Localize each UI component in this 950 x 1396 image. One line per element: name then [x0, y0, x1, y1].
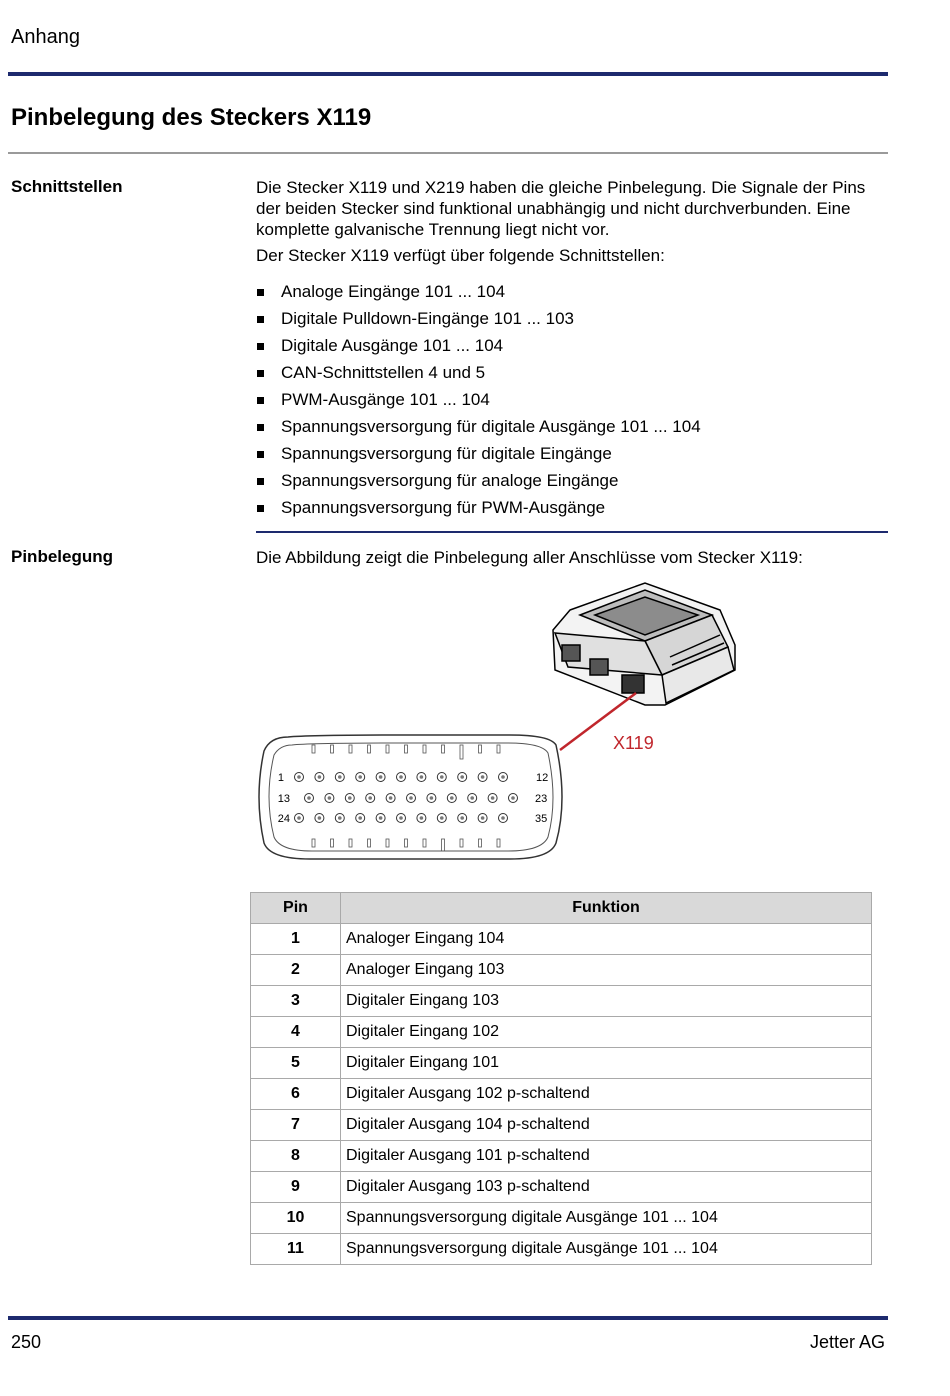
column-header-function: Funktion: [341, 893, 872, 924]
pin-socket: [437, 814, 446, 823]
pin-socket: [335, 773, 344, 782]
page-title: Pinbelegung des Steckers X119: [11, 104, 372, 131]
pin-socket: [376, 773, 385, 782]
connector-figure: [250, 575, 750, 870]
pin-socket: [509, 794, 518, 803]
pin-table: [250, 892, 872, 1265]
pin-socket: [417, 814, 426, 823]
pinout-caption: Die Abbildung zeigt die Pinbelegung aller Anschlüsse vom Stecker X119:: [256, 548, 803, 567]
company-name: Jetter AG: [809, 1332, 885, 1352]
pin-socket: [305, 794, 314, 803]
pin-function: Digitaler Eingang 103: [341, 986, 872, 1017]
connector-key: [442, 745, 445, 753]
pin-label-1: 1: [277, 772, 284, 784]
pin-number: 10: [251, 1203, 341, 1234]
interfaces-lead: Der Stecker X119 verfügt über folgende Schnittstellen:: [256, 246, 665, 265]
table-row: [251, 1172, 872, 1203]
pin-socket: [295, 814, 304, 823]
connector-key: [312, 745, 315, 753]
connector-pins: [295, 773, 518, 823]
pin-socket: [458, 814, 467, 823]
connector-key: [423, 745, 426, 753]
connector-key: [405, 745, 408, 753]
list-item: [256, 389, 701, 416]
connector-key: [479, 745, 482, 753]
list-item-text: Digitale Ausgänge 101 ... 104: [281, 336, 504, 355]
section-rule: [256, 531, 888, 533]
pin-socket: [468, 794, 477, 803]
connector-key: [368, 839, 371, 847]
pin-function: Digitaler Eingang 102: [341, 1017, 872, 1048]
pin-socket: [376, 814, 385, 823]
pin-socket: [325, 794, 334, 803]
connector-key: [405, 839, 408, 847]
pin-function: Spannungsversorgung digitale Ausgänge 101 ... 104: [341, 1203, 872, 1234]
pin-label-24: 24: [277, 813, 290, 825]
list-item: [256, 362, 701, 389]
interfaces-intro: Die Stecker X119 und X219 haben die gleiche Pinbelegung. Die Signale der Pins der beiden Stecker sind funktional unabhängig und nicht durchverbunden. Eine komplette galvanische Trennung liegt nicht vor.: [256, 178, 866, 239]
running-header: Anhang: [11, 26, 80, 48]
pin-function: Analoger Eingang 104: [341, 924, 872, 955]
bullet-icon: [257, 505, 264, 512]
connector-key: [386, 839, 389, 847]
pin-socket: [478, 814, 487, 823]
connector-key: [460, 745, 463, 759]
section-label-interfaces: Schnittstellen: [11, 177, 123, 196]
pin-socket: [488, 794, 497, 803]
list-item: [256, 416, 701, 443]
footer-rule: [8, 1316, 888, 1320]
table-row: [251, 986, 872, 1017]
pin-number: 8: [251, 1141, 341, 1172]
title-rule: [8, 152, 888, 154]
connector-key: [460, 839, 463, 847]
table-row: [251, 1048, 872, 1079]
pin-label-13: 13: [277, 793, 290, 805]
bullet-icon: [257, 424, 264, 431]
pin-socket: [499, 814, 508, 823]
page-number: 250: [11, 1332, 42, 1352]
pin-socket: [386, 794, 395, 803]
connector-key: [368, 745, 371, 753]
pin-function: Spannungsversorgung digitale Ausgänge 101 ... 104: [341, 1234, 872, 1265]
list-item-text: Spannungsversorgung für digitale Eingänge: [281, 444, 612, 463]
list-item-text: Analoge Eingänge 101 ... 104: [281, 282, 506, 301]
header-rule: [8, 72, 888, 76]
pin-number: 11: [251, 1234, 341, 1265]
list-item-text: Spannungsversorgung für digitale Ausgänge 101 ... 104: [281, 417, 701, 436]
section-label-pinout: Pinbelegung: [11, 547, 113, 566]
pin-label-23: 23: [535, 793, 548, 805]
pin-socket: [458, 773, 467, 782]
pin-number: 3: [251, 986, 341, 1017]
pin-function: Digitaler Ausgang 102 p-schaltend: [341, 1079, 872, 1110]
pin-socket: [427, 794, 436, 803]
table-row: [251, 1141, 872, 1172]
table-row: [251, 1203, 872, 1234]
pin-socket: [407, 794, 416, 803]
list-item: [256, 497, 701, 524]
list-item-text: Spannungsversorgung für analoge Eingänge: [281, 471, 619, 490]
pin-socket: [295, 773, 304, 782]
list-item-text: CAN-Schnittstellen 4 und 5: [281, 363, 486, 382]
column-header-pin: Pin: [251, 893, 341, 924]
pin-number: 4: [251, 1017, 341, 1048]
bullet-icon: [257, 397, 264, 404]
pin-socket: [356, 814, 365, 823]
pin-number: 1: [251, 924, 341, 955]
controller-module-icon: [553, 583, 735, 705]
list-item-text: Spannungsversorgung für PWM-Ausgänge: [281, 498, 606, 517]
bullet-icon: [257, 343, 264, 350]
pin-socket: [345, 794, 354, 803]
table-row: [251, 924, 872, 955]
pin-socket: [315, 814, 324, 823]
bullet-icon: [257, 316, 264, 323]
list-item: [256, 335, 701, 362]
bullet-icon: [257, 370, 264, 377]
pin-number: 6: [251, 1079, 341, 1110]
pin-label-35: 35: [535, 813, 548, 825]
pin-socket: [397, 773, 406, 782]
connector-key: [479, 839, 482, 847]
pin-socket: [478, 773, 487, 782]
pin-number: 7: [251, 1110, 341, 1141]
pin-socket: [437, 773, 446, 782]
connector-key: [349, 745, 352, 753]
bullet-icon: [257, 289, 264, 296]
pin-function: Digitaler Ausgang 101 p-schaltend: [341, 1141, 872, 1172]
pin-function: Digitaler Ausgang 103 p-schaltend: [341, 1172, 872, 1203]
pin-function: Digitaler Ausgang 104 p-schaltend: [341, 1110, 872, 1141]
pin-socket: [447, 794, 456, 803]
pin-socket: [315, 773, 324, 782]
table-row: [251, 1017, 872, 1048]
list-item: [256, 308, 701, 335]
interfaces-list: [256, 281, 701, 524]
pin-function: Analoger Eingang 103: [341, 955, 872, 986]
pin-socket: [366, 794, 375, 803]
list-item: [256, 443, 701, 470]
connector-key: [331, 745, 334, 753]
connector-key: [312, 839, 315, 847]
connector-key: [423, 839, 426, 847]
table-header-row: [251, 893, 872, 924]
pin-number: 2: [251, 955, 341, 986]
connector-key: [497, 839, 500, 847]
table-row: [251, 1110, 872, 1141]
list-item-text: Digitale Pulldown-Eingänge 101 ... 103: [281, 309, 574, 328]
table-row: [251, 955, 872, 986]
pin-number: 5: [251, 1048, 341, 1079]
table-row: [251, 1234, 872, 1265]
pin-socket: [335, 814, 344, 823]
pin-socket: [356, 773, 365, 782]
pin-socket: [397, 814, 406, 823]
bullet-icon: [257, 478, 264, 485]
table-row: [251, 1079, 872, 1110]
pin-socket: [417, 773, 426, 782]
bullet-icon: [257, 451, 264, 458]
connector-key: [442, 839, 445, 851]
connector-key: [331, 839, 334, 847]
pin-number: 9: [251, 1172, 341, 1203]
connector-key: [386, 745, 389, 753]
list-item: [256, 281, 701, 308]
list-item-text: PWM-Ausgänge 101 ... 104: [281, 390, 490, 409]
list-item: [256, 470, 701, 497]
pin-label-12: 12: [536, 772, 549, 784]
connector-label: X119: [613, 733, 654, 753]
pin-function: Digitaler Eingang 101: [341, 1048, 872, 1079]
pin-socket: [499, 773, 508, 782]
connector-key: [497, 745, 500, 753]
connector-key: [349, 839, 352, 847]
